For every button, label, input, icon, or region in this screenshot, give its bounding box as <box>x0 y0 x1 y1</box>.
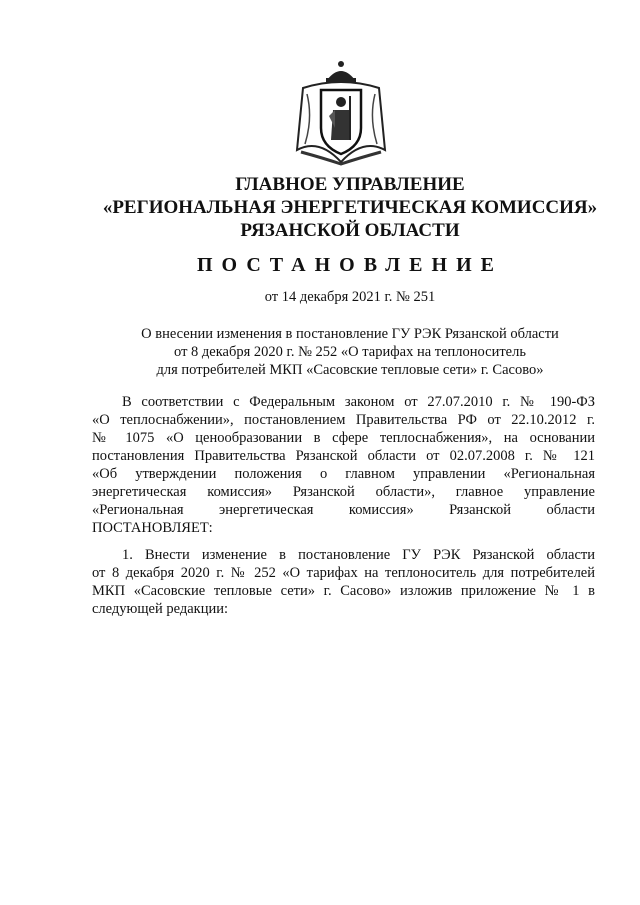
document-type: ПОСТАНОВЛЕНИЕ <box>197 254 503 276</box>
text-line: энергетическая комиссия» Рязанской области», главное управление <box>92 484 595 500</box>
header-line-1: ГЛАВНОЕ УПРАВЛЕНИЕ <box>235 174 465 195</box>
text-line: «О теплоснабжении», постановлением Правительства РФ от 22.10.2012 г. <box>92 412 595 428</box>
text-line: «Региональная энергетическая комиссия» Рязанской области <box>92 502 595 518</box>
text-line: «Об утверждении положения о главном управлении «Региональная <box>92 466 595 482</box>
text-line: МКП «Сасовские тепловые сети» г. Сасово» изложив приложение № 1 в <box>92 583 595 599</box>
text-line: постановления Правительства Рязанской области от 02.07.2008 г. № 121 <box>92 448 595 464</box>
text-line: В соответствии с Федеральным законом от 27.07.2010 г. № 190-ФЗ <box>122 394 595 410</box>
header-line-2: «РЕГИОНАЛЬНАЯ ЭНЕРГЕТИЧЕСКАЯ КОМИССИЯ» <box>102 197 598 218</box>
subject-line: для потребителей МКП «Сасовские тепловые сети» г. Сасово» <box>156 362 544 378</box>
subject-line: О внесении изменения в постановление ГУ РЭК Рязанской области <box>141 326 559 342</box>
preamble-paragraph <box>92 393 595 537</box>
text-line: следующей редакции: <box>92 601 229 617</box>
subject-block <box>60 325 640 379</box>
coat-of-arms-icon <box>293 58 389 166</box>
item-1-paragraph <box>92 546 595 618</box>
text-line: от 8 декабря 2020 г. № 252 «О тарифах на теплоноситель для потребителей <box>92 565 595 581</box>
header-line-3: РЯЗАНСКОЙ ОБЛАСТИ <box>240 220 460 241</box>
text-line: № 1075 «О ценообразовании в сфере теплоснабжения», на основании <box>92 430 595 446</box>
subject-line: от 8 декабря 2020 г. № 252 «О тарифах на теплоноситель <box>174 344 526 360</box>
date-line: от 14 декабря 2021 г. № 251 <box>264 289 436 305</box>
text-line: 1. Внести изменение в постановление ГУ РЭК Рязанской области <box>122 547 595 563</box>
text-line: ПОСТАНОВЛЯЕТ: <box>92 520 213 536</box>
